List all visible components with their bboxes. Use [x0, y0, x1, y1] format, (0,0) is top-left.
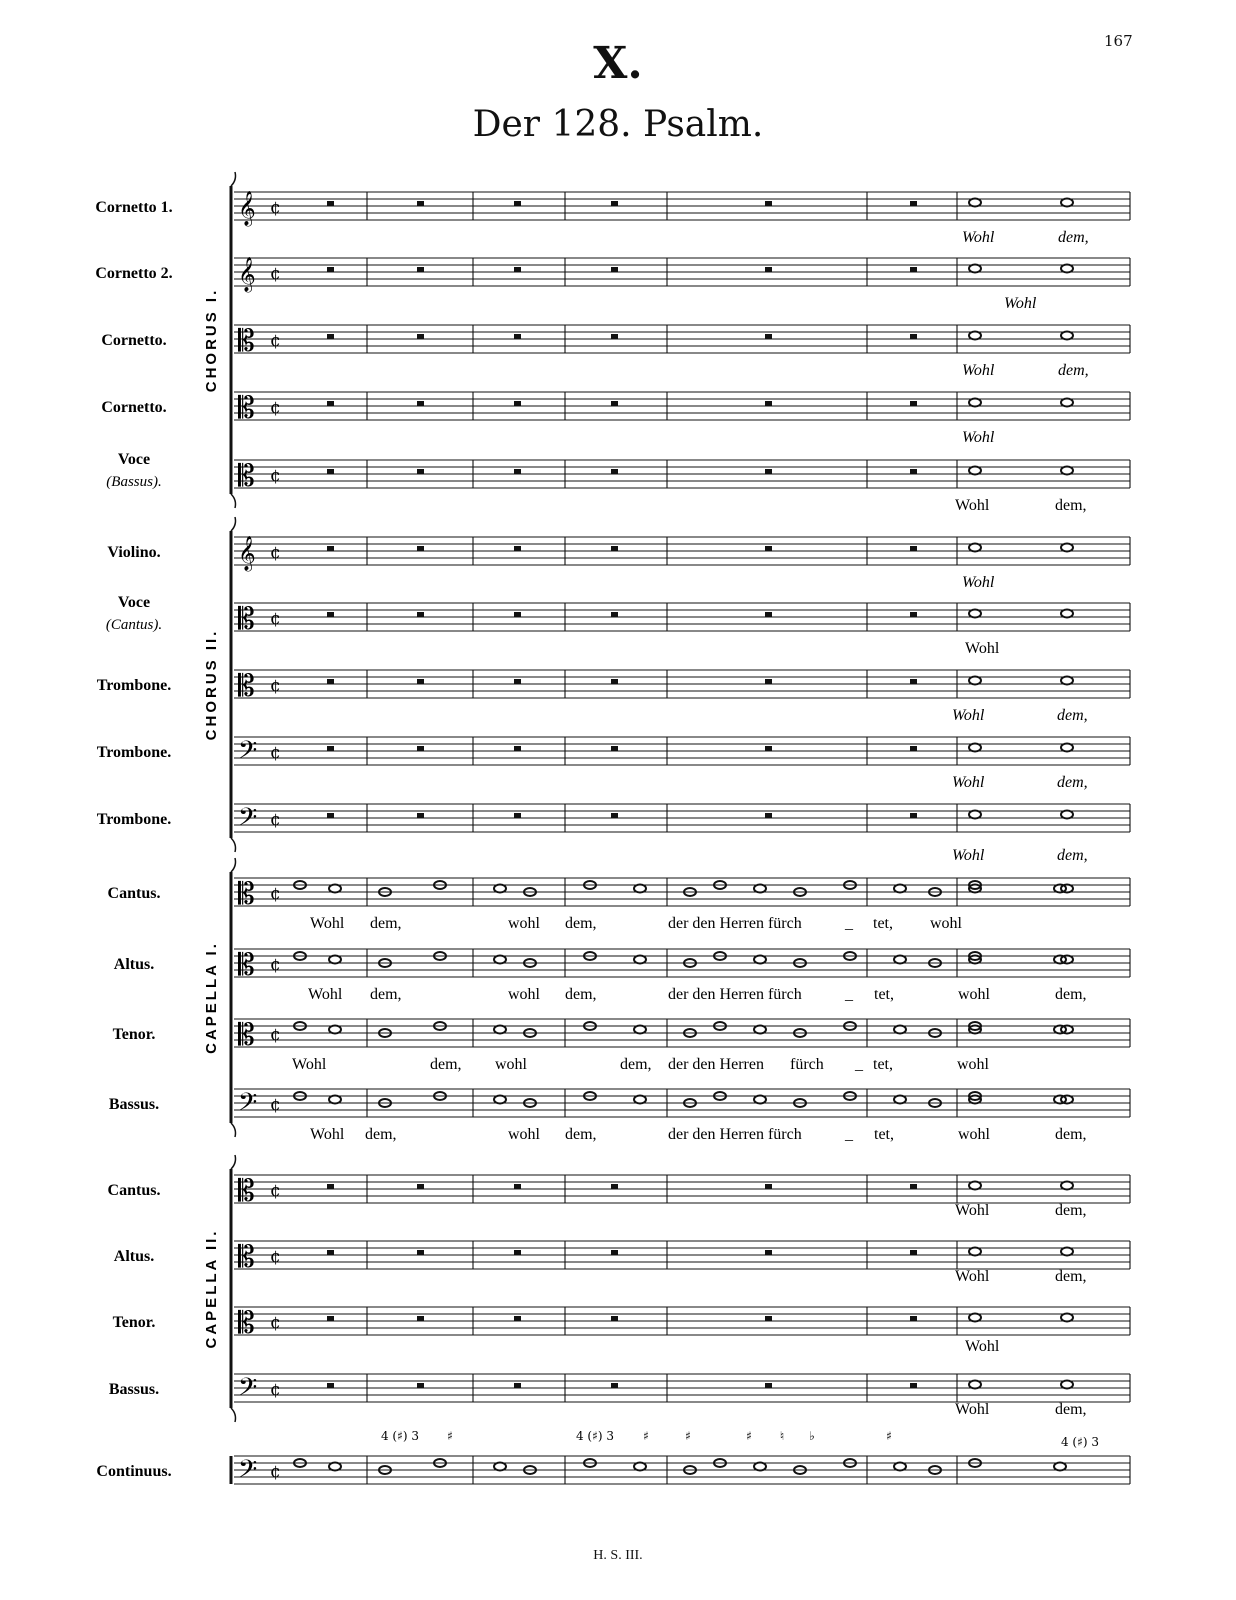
whole-rest-icon: [417, 1184, 424, 1189]
lyric-syllable: dem,: [365, 1126, 397, 1143]
lyric-syllable: der den Herren: [668, 1056, 764, 1073]
whole-rest-icon: [910, 612, 917, 617]
whole-rest-icon: [327, 1383, 334, 1388]
lyric-syllable: dem,: [1055, 1401, 1087, 1418]
whole-rest-icon: [611, 1184, 618, 1189]
whole-rest-icon: [417, 401, 424, 406]
alla-breve-icon: ¢: [270, 743, 281, 763]
whole-rest-icon: [327, 334, 334, 339]
c-clef-icon: 𝄡: [238, 324, 255, 359]
note-head-icon: [329, 956, 341, 964]
alla-breve-icon: ¢: [270, 609, 281, 629]
lyric-syllable: Wohl: [308, 986, 343, 1003]
whole-note-icon: [969, 399, 981, 407]
whole-rest-icon: [765, 334, 772, 339]
instrument-name: Cornetto 1.: [95, 199, 173, 216]
whole-rest-icon: [910, 201, 917, 206]
figured-bass-figure: 4 (♯) 3: [380, 1429, 420, 1443]
whole-rest-icon: [514, 679, 521, 684]
whole-rest-icon: [910, 1383, 917, 1388]
lyric-syllable: Wohl: [965, 1338, 1000, 1355]
c-clef-icon: 𝄡: [238, 1174, 255, 1209]
lyric-syllable: _: [845, 915, 853, 932]
instrument-name: Trombone.: [96, 744, 172, 761]
whole-rest-icon: [327, 1250, 334, 1255]
lyric-syllable: _: [845, 986, 853, 1003]
instrument-name: Voce: [117, 594, 151, 611]
instrument-name: Trombone.: [96, 811, 172, 828]
note-head-icon: [894, 885, 906, 893]
whole-rest-icon: [327, 813, 334, 818]
piece-title: Der 128. Psalm.: [472, 104, 764, 145]
whole-rest-icon: [765, 201, 772, 206]
whole-rest-icon: [910, 1250, 917, 1255]
note-head-icon: [894, 1463, 906, 1471]
note-head-icon: [329, 1026, 341, 1034]
note-head-icon: [494, 1026, 506, 1034]
note-head-icon: [754, 885, 766, 893]
bass-clef-icon: 𝄢: [238, 1373, 258, 1408]
lyric-syllable: dem,: [1057, 774, 1088, 791]
lyric-syllable: dem,: [1058, 362, 1089, 379]
whole-rest-icon: [910, 469, 917, 474]
bass-clef-icon: 𝄢: [238, 736, 258, 771]
whole-rest-icon: [327, 746, 334, 751]
c-clef-icon: 𝄡: [238, 948, 255, 983]
figured-bass-figure: ♯: [746, 1429, 752, 1443]
whole-rest-icon: [910, 546, 917, 551]
footer-label: H. S. III.: [593, 1548, 643, 1563]
bracket-hook: [231, 494, 236, 508]
lyric-syllable: Wohl: [962, 229, 995, 246]
instrument-name: Bassus.: [108, 1381, 160, 1398]
lyric-syllable: Wohl: [310, 915, 345, 932]
bass-clef-icon: 𝄢: [238, 1455, 258, 1490]
lyric-syllable: _: [845, 1126, 853, 1143]
bracket-hook: [231, 517, 236, 531]
lyric-syllable: Wohl: [952, 847, 985, 864]
c-clef-icon: 𝄡: [238, 1306, 255, 1341]
whole-rest-icon: [327, 267, 334, 272]
whole-rest-icon: [611, 679, 618, 684]
alla-breve-icon: ¢: [270, 955, 281, 975]
whole-rest-icon: [514, 201, 521, 206]
alla-breve-icon: ¢: [270, 543, 281, 563]
lyric-syllable: Wohl: [955, 1401, 990, 1418]
group-label: CAPELLA I.: [203, 941, 220, 1054]
whole-rest-icon: [514, 469, 521, 474]
whole-rest-icon: [611, 1383, 618, 1388]
c-clef-icon: 𝄡: [238, 669, 255, 704]
whole-rest-icon: [611, 401, 618, 406]
note-head-icon: [634, 885, 646, 893]
lyric-syllable: Wohl: [965, 640, 1000, 657]
note-head-icon: [329, 1096, 341, 1104]
instrument-name: Cornetto.: [101, 332, 167, 349]
instrument-name: Altus.: [113, 956, 155, 973]
note-head-icon: [494, 1096, 506, 1104]
whole-rest-icon: [611, 267, 618, 272]
whole-note-icon: [969, 610, 981, 618]
whole-rest-icon: [327, 1184, 334, 1189]
note-head-icon: [634, 1463, 646, 1471]
instrument-name: Tenor.: [112, 1314, 156, 1331]
lyric-syllable: dem,: [430, 1056, 462, 1073]
lyric-syllable: Wohl: [962, 574, 995, 591]
group-label: CHORUS I.: [203, 287, 220, 393]
c-clef-icon: 𝄡: [238, 391, 255, 426]
whole-note-icon: [1061, 544, 1073, 552]
lyric-syllable: tet,: [873, 915, 893, 932]
alla-breve-icon: ¢: [270, 1462, 281, 1482]
whole-rest-icon: [417, 469, 424, 474]
figured-bass-figure: 4 (♯) 3: [575, 1429, 615, 1443]
lyric-syllable: dem,: [1055, 1268, 1087, 1285]
whole-note-icon: [1061, 265, 1073, 273]
whole-rest-icon: [611, 612, 618, 617]
alla-breve-icon: ¢: [270, 398, 281, 418]
whole-note-icon: [1061, 677, 1073, 685]
c-clef-icon: 𝄡: [238, 1018, 255, 1053]
whole-rest-icon: [514, 813, 521, 818]
note-head-icon: [754, 1463, 766, 1471]
whole-note-icon: [1061, 1248, 1073, 1256]
lyric-syllable: wohl: [958, 1126, 990, 1143]
whole-note-icon: [969, 677, 981, 685]
whole-rest-icon: [611, 334, 618, 339]
whole-note-icon: [969, 265, 981, 273]
figured-bass-figure: ♯: [886, 1429, 892, 1443]
note-head-icon: [894, 1096, 906, 1104]
instrument-name: Cornetto.: [101, 399, 167, 416]
whole-rest-icon: [765, 401, 772, 406]
whole-rest-icon: [611, 201, 618, 206]
whole-rest-icon: [327, 469, 334, 474]
lyric-syllable: dem,: [370, 986, 402, 1003]
note-head-icon: [754, 956, 766, 964]
instrument-name: Voce: [117, 451, 151, 468]
treble-clef-icon: 𝄞: [238, 257, 256, 292]
c-clef-icon: 𝄡: [238, 877, 255, 912]
whole-note-icon: [969, 1248, 981, 1256]
note-head-icon: [634, 1096, 646, 1104]
instrument-name: Trombone.: [96, 677, 172, 694]
instrument-name: Cantus.: [107, 1182, 161, 1199]
lyric-syllable: dem,: [620, 1056, 652, 1073]
whole-rest-icon: [910, 813, 917, 818]
lyric-syllable: der den Herren fürch: [668, 986, 802, 1003]
whole-rest-icon: [611, 746, 618, 751]
alla-breve-icon: ¢: [270, 331, 281, 351]
whole-rest-icon: [417, 267, 424, 272]
whole-note-icon: [969, 1314, 981, 1322]
lyric-syllable: Wohl: [952, 774, 985, 791]
lyric-syllable: dem,: [565, 915, 597, 932]
bracket-hook: [231, 172, 236, 186]
alla-breve-icon: ¢: [270, 1313, 281, 1333]
lyric-syllable: wohl: [957, 1056, 989, 1073]
whole-rest-icon: [327, 1316, 334, 1321]
lyric-syllable: tet,: [874, 986, 894, 1003]
lyric-syllable: Wohl: [310, 1126, 345, 1143]
whole-rest-icon: [417, 746, 424, 751]
lyric-syllable: tet,: [873, 1056, 893, 1073]
whole-note-icon: [1061, 467, 1073, 475]
whole-rest-icon: [910, 1184, 917, 1189]
instrument-name: Cantus.: [107, 885, 161, 902]
whole-note-icon: [1061, 1381, 1073, 1389]
lyric-syllable: Wohl: [962, 429, 995, 446]
lyric-syllable: dem,: [1057, 847, 1088, 864]
page-number: 167: [1104, 32, 1133, 50]
whole-rest-icon: [765, 1383, 772, 1388]
instrument-name: Cornetto 2.: [95, 265, 173, 282]
alla-breve-icon: ¢: [270, 1095, 281, 1115]
lyric-syllable: wohl: [508, 1126, 540, 1143]
whole-rest-icon: [417, 612, 424, 617]
whole-rest-icon: [611, 469, 618, 474]
whole-rest-icon: [327, 546, 334, 551]
lyric-syllable: dem,: [565, 986, 597, 1003]
instrument-name: Altus.: [113, 1248, 155, 1265]
alla-breve-icon: ¢: [270, 1025, 281, 1045]
lyric-syllable: dem,: [565, 1126, 597, 1143]
whole-rest-icon: [417, 201, 424, 206]
treble-clef-icon: 𝄞: [238, 536, 256, 571]
whole-note-icon: [969, 811, 981, 819]
instrument-name: Violino.: [107, 544, 161, 561]
note-head-icon: [894, 956, 906, 964]
note-head-icon: [894, 1026, 906, 1034]
lyric-syllable: der den Herren fürch: [668, 915, 802, 932]
whole-note-icon: [969, 332, 981, 340]
instrument-subname: (Cantus).: [105, 617, 163, 633]
lyric-syllable: _: [855, 1056, 863, 1073]
note-head-icon: [494, 1463, 506, 1471]
whole-rest-icon: [910, 679, 917, 684]
whole-rest-icon: [417, 1250, 424, 1255]
note-head-icon: [634, 956, 646, 964]
alla-breve-icon: ¢: [270, 1380, 281, 1400]
whole-note-icon: [1061, 610, 1073, 618]
alla-breve-icon: ¢: [270, 466, 281, 486]
figured-bass-figure: ♭: [809, 1429, 815, 1443]
alla-breve-icon: ¢: [270, 264, 281, 284]
whole-rest-icon: [765, 1250, 772, 1255]
whole-rest-icon: [417, 334, 424, 339]
figured-bass-figure: ♯: [447, 1429, 453, 1443]
lyric-syllable: der den Herren fürch: [668, 1126, 802, 1143]
whole-note-icon: [1061, 1314, 1073, 1322]
group-label: CHORUS II.: [203, 628, 220, 741]
whole-note-icon: [1061, 199, 1073, 207]
note-head-icon: [494, 956, 506, 964]
whole-note-icon: [969, 199, 981, 207]
whole-note-icon: [1061, 744, 1073, 752]
lyric-syllable: dem,: [370, 915, 402, 932]
note-head-icon: [329, 1463, 341, 1471]
alla-breve-icon: ¢: [270, 1247, 281, 1267]
whole-rest-icon: [910, 746, 917, 751]
whole-rest-icon: [417, 679, 424, 684]
lyric-syllable: Wohl: [955, 1202, 990, 1219]
lyric-syllable: wohl: [958, 986, 990, 1003]
whole-rest-icon: [417, 813, 424, 818]
note-head-icon: [494, 885, 506, 893]
whole-rest-icon: [514, 546, 521, 551]
lyric-syllable: Wohl: [952, 707, 985, 724]
instrument-name: Continuus.: [96, 1463, 172, 1480]
lyric-syllable: tet,: [874, 1126, 894, 1143]
whole-rest-icon: [765, 813, 772, 818]
whole-rest-icon: [765, 267, 772, 272]
note-head-icon: [754, 1026, 766, 1034]
lyric-syllable: wohl: [508, 986, 540, 1003]
bracket-hook: [231, 858, 236, 872]
whole-note-icon: [969, 1381, 981, 1389]
lyric-syllable: dem,: [1055, 986, 1087, 1003]
c-clef-icon: 𝄡: [238, 1240, 255, 1275]
instrument-subname: (Bassus).: [106, 474, 162, 490]
lyric-syllable: Wohl: [955, 497, 990, 514]
whole-rest-icon: [910, 334, 917, 339]
bracket-hook: [231, 1123, 236, 1137]
instrument-name: Tenor.: [112, 1026, 156, 1043]
note-head-icon: [1054, 1463, 1066, 1471]
whole-note-icon: [1061, 811, 1073, 819]
whole-rest-icon: [417, 546, 424, 551]
whole-rest-icon: [611, 813, 618, 818]
lyric-syllable: Wohl: [1004, 295, 1037, 312]
c-clef-icon: 𝄡: [238, 459, 255, 494]
whole-rest-icon: [611, 1250, 618, 1255]
note-head-icon: [754, 1096, 766, 1104]
whole-rest-icon: [514, 1383, 521, 1388]
whole-rest-icon: [514, 267, 521, 272]
whole-note-icon: [969, 1182, 981, 1190]
whole-note-icon: [1061, 1182, 1073, 1190]
alla-breve-icon: ¢: [270, 198, 281, 218]
alla-breve-icon: ¢: [270, 810, 281, 830]
whole-rest-icon: [327, 201, 334, 206]
whole-rest-icon: [514, 334, 521, 339]
figured-bass-figure: ♮: [779, 1429, 785, 1443]
lyric-syllable: dem,: [1058, 229, 1089, 246]
figured-bass-figure: ♯: [643, 1429, 649, 1443]
alla-breve-icon: ¢: [270, 884, 281, 904]
whole-rest-icon: [514, 1316, 521, 1321]
whole-rest-icon: [327, 401, 334, 406]
whole-note-icon: [969, 544, 981, 552]
whole-rest-icon: [765, 746, 772, 751]
note-head-icon: [329, 885, 341, 893]
lyric-syllable: fürch: [790, 1056, 824, 1073]
lyric-syllable: dem,: [1055, 1126, 1087, 1143]
whole-rest-icon: [514, 1184, 521, 1189]
note-head-icon: [634, 1026, 646, 1034]
treble-clef-icon: 𝄞: [238, 191, 256, 226]
lyric-syllable: Wohl: [962, 362, 995, 379]
whole-rest-icon: [514, 746, 521, 751]
whole-rest-icon: [514, 612, 521, 617]
whole-rest-icon: [417, 1383, 424, 1388]
lyric-syllable: wohl: [930, 915, 962, 932]
bracket-hook: [231, 838, 236, 852]
lyric-syllable: Wohl: [292, 1056, 327, 1073]
lyric-syllable: Wohl: [955, 1268, 990, 1285]
alla-breve-icon: ¢: [270, 1181, 281, 1201]
whole-rest-icon: [611, 546, 618, 551]
bass-clef-icon: 𝄢: [238, 803, 258, 838]
lyric-syllable: wohl: [495, 1056, 527, 1073]
figured-bass-figure: ♯: [685, 1429, 691, 1443]
whole-rest-icon: [611, 1316, 618, 1321]
whole-rest-icon: [327, 679, 334, 684]
whole-rest-icon: [514, 401, 521, 406]
piece-number: X.: [593, 38, 643, 89]
whole-rest-icon: [514, 1250, 521, 1255]
bracket-hook: [231, 1155, 236, 1169]
lyric-syllable: wohl: [508, 915, 540, 932]
bracket-hook: [231, 1408, 236, 1422]
bass-clef-icon: 𝄢: [238, 1088, 258, 1123]
c-clef-icon: 𝄡: [238, 602, 255, 637]
instrument-name: Bassus.: [108, 1096, 160, 1113]
whole-note-icon: [1061, 399, 1073, 407]
whole-rest-icon: [910, 1316, 917, 1321]
whole-note-icon: [969, 467, 981, 475]
whole-rest-icon: [417, 1316, 424, 1321]
whole-rest-icon: [910, 401, 917, 406]
figured-bass-figure: 4 (♯) 3: [1060, 1435, 1100, 1449]
lyric-syllable: dem,: [1057, 707, 1088, 724]
whole-rest-icon: [910, 267, 917, 272]
alla-breve-icon: ¢: [270, 676, 281, 696]
whole-rest-icon: [765, 546, 772, 551]
lyric-syllable: dem,: [1055, 497, 1087, 514]
whole-rest-icon: [327, 612, 334, 617]
group-label: CAPELLA II.: [203, 1228, 220, 1349]
whole-rest-icon: [765, 679, 772, 684]
whole-note-icon: [1061, 332, 1073, 340]
whole-rest-icon: [765, 1184, 772, 1189]
whole-rest-icon: [765, 469, 772, 474]
whole-rest-icon: [765, 612, 772, 617]
lyric-syllable: dem,: [1055, 1202, 1087, 1219]
whole-rest-icon: [765, 1316, 772, 1321]
whole-note-icon: [969, 744, 981, 752]
